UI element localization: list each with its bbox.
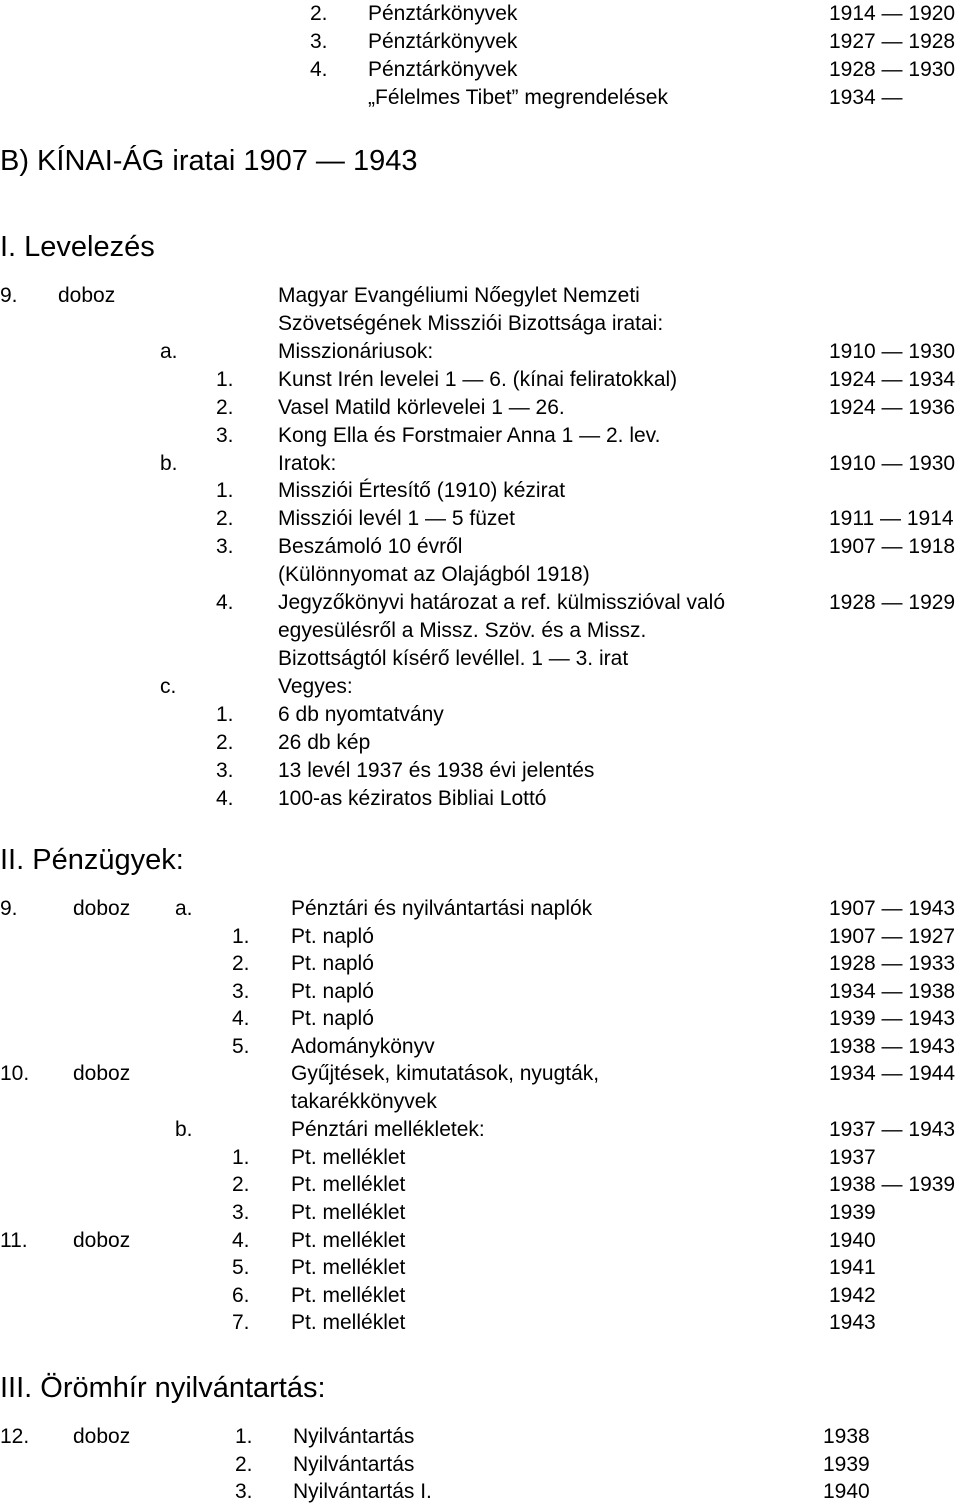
row-text: Pt. melléklet [291,1146,406,1169]
section-years: 1910 — 1930 [829,340,956,363]
box-label: doboz [73,1229,131,1252]
item-title: Pénztárkönyvek [368,30,518,53]
row-years: 1928 — 1933 [829,952,956,975]
row-index: 5. [232,1256,250,1279]
list-number: 1. [216,703,234,726]
list-text: Bizottságtól kísérő levéllel. 1 — 3. irat [278,647,629,670]
section-heading-penzugyek: II. Pénzügyek: [0,844,184,876]
row-text: Nyilvántartás [293,1425,415,1448]
list-text: Kunst Irén levelei 1 — 6. (kínai feliratokkal) [278,368,678,391]
item-number: 3. [310,30,328,53]
list-text: egyesülésről a Missz. Szöv. és a Missz. [278,619,647,642]
row-text: Pt. napló [291,1007,374,1030]
row-text: Pénztári mellékletek: [291,1118,485,1141]
row-index: 1. [232,925,250,948]
list-years: 1924 — 1936 [829,396,956,419]
box-number: 10. [0,1062,30,1085]
section-title: Misszionáriusok: [278,340,434,363]
row-years: 1938 [823,1425,870,1448]
row-years: 1941 [829,1256,876,1279]
row-years: 1940 [823,1480,870,1503]
list-years: 1911 — 1914 [829,507,954,530]
row-years: 1943 [829,1311,876,1334]
list-years: 1907 — 1918 [829,535,956,558]
section-letter: a. [160,340,178,363]
row-years: 1939 [829,1201,876,1224]
row-years: 1937 [829,1146,876,1169]
list-text: Jegyzőkönyvi határozat a ref. külmisszióval való [278,591,726,614]
list-text: 13 levél 1937 és 1938 évi jelentés [278,759,595,782]
box-title: Magyar Evangéliumi Nőegylet Nemzeti [278,284,640,307]
row-years: 1907 — 1927 [829,925,956,948]
row-years: 1934 — 1938 [829,980,956,1003]
row-years: 1942 [829,1284,876,1307]
section-letter: c. [160,675,177,698]
box-label: doboz [58,284,116,307]
row-text: Pt. melléklet [291,1284,406,1307]
section-years: 1910 — 1930 [829,452,956,475]
row-index: 3. [232,1201,250,1224]
list-number: 2. [216,731,234,754]
row-years: 1938 — 1943 [829,1035,956,1058]
row-text: Adománykönyv [291,1035,435,1058]
section-letter: b. [160,452,178,475]
row-text: takarékkönyvek [291,1090,437,1113]
row-years: 1937 — 1943 [829,1118,956,1141]
row-text: Pt. melléklet [291,1229,406,1252]
list-years: 1928 — 1929 [829,591,956,614]
row-text: Pt. napló [291,980,374,1003]
row-index: 3. [232,980,250,1003]
row-index: 4. [232,1007,250,1030]
box-number: 11. [0,1229,28,1252]
list-number: 1. [216,368,234,391]
list-number: 4. [216,787,234,810]
section-title: Iratok: [278,452,337,475]
row-years: 1907 — 1943 [829,897,956,920]
row-index: 1. [232,1146,250,1169]
item-years: 1927 — 1928 [829,30,956,53]
row-text: Pt. melléklet [291,1311,406,1334]
row-index: 4. [232,1229,250,1252]
list-number: 4. [216,591,234,614]
item-title: Pénztárkönyvek [368,2,518,25]
list-years: 1924 — 1934 [829,368,956,391]
list-number: 3. [216,535,234,558]
row-text: Pt. napló [291,952,374,975]
row-index: b. [175,1118,193,1141]
section-title: Vegyes: [278,675,353,698]
box-label: doboz [73,1062,131,1085]
list-number: 2. [216,507,234,530]
box-number: 9. [0,284,18,307]
item-years: 1934 — [829,86,903,109]
list-text: Vasel Matild körlevelei 1 — 26. [278,396,565,419]
row-years: 1940 [829,1229,876,1252]
row-text: Nyilvántartás [293,1453,415,1476]
row-text: Pt. melléklet [291,1201,406,1224]
list-text: Missziói levél 1 — 5 füzet [278,507,515,530]
item-years: 1914 — 1920 [829,2,956,25]
row-years: 1934 — 1944 [829,1062,956,1085]
list-text: 26 db kép [278,731,371,754]
box-label: doboz [73,1425,131,1448]
row-years: 1938 — 1939 [829,1173,956,1196]
list-text: Missziói Értesítő (1910) kézirat [278,479,566,502]
row-index: 7. [232,1311,250,1334]
list-number: 1. [216,479,234,502]
row-index: 2. [235,1453,253,1476]
row-text: Nyilvántartás I. [293,1480,432,1503]
list-text: Kong Ella és Forstmaier Anna 1 — 2. lev. [278,424,661,447]
row-index: 6. [232,1284,250,1307]
item-title: „Félelmes Tibet” megrendelések [368,86,668,109]
section-heading-kinai-ag: B) KÍNAI-ÁG iratai 1907 — 1943 [0,145,418,177]
row-years: 1939 [823,1453,870,1476]
row-index: 1. [235,1425,253,1448]
section-heading-oromhir: III. Örömhír nyilvántartás: [0,1372,326,1404]
item-number: 4. [310,58,328,81]
list-number: 2. [216,396,234,419]
row-index: a. [175,897,193,920]
row-text: Gyűjtések, kimutatások, nyugták, [291,1062,600,1085]
list-number: 3. [216,759,234,782]
row-years: 1939 — 1943 [829,1007,956,1030]
row-index: 2. [232,952,250,975]
row-index: 2. [232,1173,250,1196]
row-text: Pt. melléklet [291,1256,406,1279]
item-years: 1928 — 1930 [829,58,956,81]
item-number: 2. [310,2,328,25]
box-title: Szövetségének Missziói Bizottsága iratai: [278,312,664,335]
list-text: 6 db nyomtatvány [278,703,444,726]
list-text: 100-as kéziratos Bibliai Lottó [278,787,547,810]
item-title: Pénztárkönyvek [368,58,518,81]
list-number: 3. [216,424,234,447]
row-index: 3. [235,1480,253,1503]
box-label: doboz [73,897,131,920]
row-text: Pénztári és nyilvántartási naplók [291,897,593,920]
row-text: Pt. napló [291,925,374,948]
row-text: Pt. melléklet [291,1173,406,1196]
row-index: 5. [232,1035,250,1058]
list-text: (Különnyomat az Olajágból 1918) [278,563,590,586]
section-heading-levelezes: I. Levelezés [0,231,155,263]
list-text: Beszámoló 10 évről [278,535,463,558]
box-number: 12. [0,1425,30,1448]
box-number: 9. [0,897,18,920]
